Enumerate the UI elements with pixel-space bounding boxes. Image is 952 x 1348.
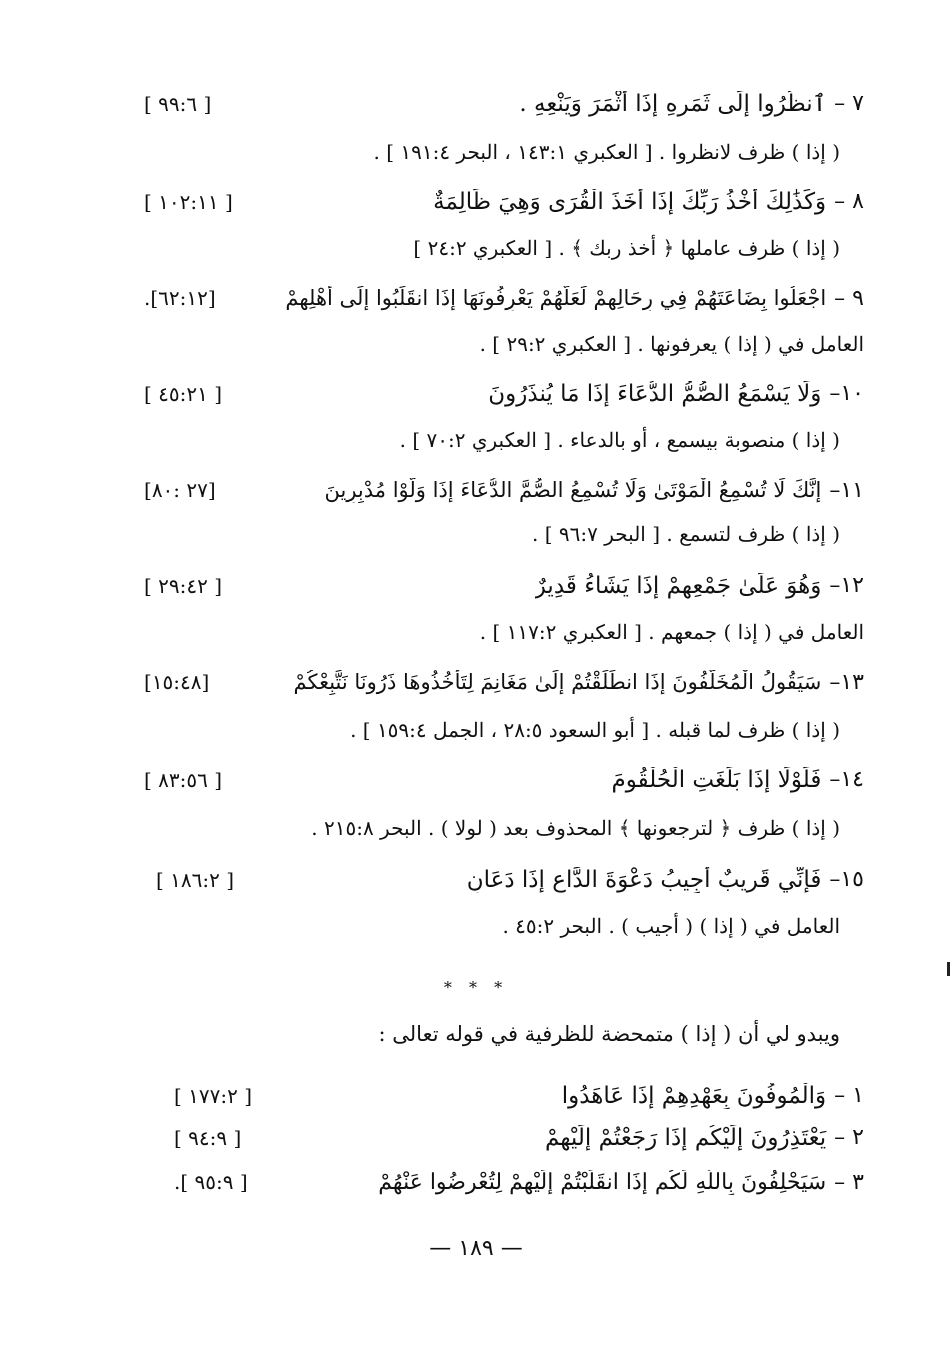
grammar-note: ( إذا ) ظرف لتسمع . [ البحر ٩٦:٧ ] . [532, 522, 840, 546]
verse-text: فَإِنِّي قَرِيبٌ أُجِيبُ دَعْوَةَ الدَّاعِ إِذَا دَعَانِ [466, 867, 822, 893]
entry-number: ٢ – [834, 1125, 864, 1150]
verse-reference: [ ٩٤:٩ ] [174, 1126, 242, 1150]
entry-14-verse-line [140, 758, 864, 802]
section-separator: * * * [443, 978, 509, 997]
entry-9-note-line [140, 322, 864, 366]
grammar-note: ( إذا ) ظرف لما قبله . [ أبو السعود ٢٨:٥ ، الجمل ١٥٩:٤ ] . [350, 718, 840, 742]
page-number: — ١٨٩ — [429, 1236, 523, 1261]
list-item-1-verse [562, 1083, 864, 1109]
verse-text: ٱنظُرُوا إِلَى ثَمَرِهِ إِذَا أَثْمَرَ وَيَنْعِهِ . [519, 91, 827, 117]
entry-number: ١٣– [829, 669, 864, 695]
entry-14-note-line [140, 806, 840, 850]
verse-reference: [١٥:٤٨] [144, 670, 210, 694]
entry-10-note-line [140, 418, 840, 462]
verse-reference: [ ١٠٢:١١ ] [144, 190, 233, 214]
verse-text: وَكَذَٰلِكَ أَخْذُ رَبِّكَ إِذَا أَخَذَ الْقُرَى وَهِيَ ظَالِمَةٌ [433, 189, 827, 215]
verse-reference: [٢٧ :٨٠] [144, 478, 216, 502]
entry-9-verse-line [140, 276, 864, 320]
entry-15-verse [467, 867, 864, 893]
grammar-note: العامل في ( إذا ) يعرفونها . [ العكبري ٢٩:٢ ] . [479, 332, 864, 356]
list-item-1 [170, 1074, 864, 1118]
entry-number: ١٤– [829, 767, 864, 792]
entry-7-verse-line [140, 82, 864, 126]
entry-13-verse-line [140, 660, 864, 704]
entry-number: ٧ – [834, 91, 864, 116]
verse-reference: [ ٤٥:٢١ ] [144, 382, 223, 406]
entry-number: ١ – [834, 1083, 864, 1108]
entry-number: ١٥– [829, 867, 864, 892]
verse-reference: [ ٩٥:٩ ]. [174, 1170, 248, 1194]
entry-13-note-line [140, 708, 840, 752]
verse-text: وَلَا يَسْمَعُ الصُّمُّ الدُّعَاءَ إِذَا مَا يُنذَرُونَ [488, 381, 822, 407]
entry-14-verse [611, 767, 864, 793]
entry-8-verse [433, 189, 864, 215]
list-item-3 [170, 1160, 864, 1204]
entry-9-verse [285, 286, 864, 311]
entry-12-verse-line [140, 564, 864, 608]
verse-text: وَهُوَ عَلَىٰ جَمْعِهِمْ إِذَا يَشَاءُ قَدِيرٌ [534, 573, 822, 599]
entry-7-note-line [140, 130, 840, 174]
verse-reference: [ ٢٩:٤٢ ] [144, 574, 223, 598]
grammar-note: ( إذا ) ظرف لانظروا . [ العكبري ١٤٣:١ ، البحر ١٩١:٤ ] . [373, 140, 840, 164]
verse-reference: [ ١٨٦:٢ ] [156, 868, 235, 892]
verse-text: فَلَوْلَا إِذَا بَلَغَتِ الْحُلْقُومَ [611, 767, 822, 793]
verse-reference: [ ١٧٧:٢ ] [174, 1084, 253, 1108]
entry-12-verse [535, 573, 864, 599]
entry-10-verse [488, 381, 864, 407]
intro-paragraph: ويبدو لي أن ( إذا ) متمحضة للظرفية في قوله تعالى : [378, 1022, 840, 1046]
verse-text: إِنَّكَ لَا تُسْمِعُ الْمَوْتَىٰ وَلَا تُسْمِعُ الصُّمَّ الدُّعَاءَ إِذَا وَلَّوْا مُدْبِرِينَ [324, 477, 822, 502]
entry-8-verse-line [140, 180, 864, 224]
entry-number: ٣ – [834, 1169, 864, 1195]
entry-7-verse [519, 91, 864, 117]
list-item-3-verse [378, 1170, 864, 1195]
page-edge-mark [947, 962, 950, 976]
grammar-note: ( إذا ) منصوبة بيسمع ، أو بالدعاء . [ العكبري ٧٠:٢ ] . [399, 428, 840, 452]
entry-number: ٩ – [834, 285, 864, 311]
entry-number: ١٠– [829, 381, 864, 406]
entry-15-note-line [140, 904, 840, 948]
list-item-2-verse [545, 1125, 864, 1151]
entry-8-note-line [140, 226, 840, 270]
verse-text: وَالْمُوفُونَ بِعَهْدِهِمْ إِذَا عَاهَدُوا [561, 1083, 827, 1109]
entry-10-verse-line [140, 372, 864, 416]
verse-text: سَيَحْلِفُونَ بِاللَّهِ لَكُم إِذَا انقَلَبْتُمْ إِلَيْهِمْ لِتُعْرِضُوا عَنْهُمْ [378, 1169, 827, 1195]
entry-13-verse [294, 670, 864, 695]
entry-number: ٨ – [834, 189, 864, 214]
list-item-2 [170, 1116, 864, 1160]
grammar-note: العامل في ( إذا ) ( أجيب ) . البحر ٤٥:٢ . [502, 914, 840, 938]
verse-text: يَعْتَذِرُونَ إِلَيْكُم إِذَا رَجَعْتُمْ إِلَيْهِمْ [545, 1125, 827, 1151]
entry-12-note-line [140, 610, 864, 654]
verse-text: سَيَقُولُ الْمُخَلَّفُونَ إِذَا انطَلَقْتُمْ إِلَىٰ مَغَانِمَ لِتَأْخُذُوهَا ذَرُونَا نَتَّبِعْكُمْ [293, 669, 822, 694]
grammar-note: ( إذا ) ظرف عاملها ﴿ أخذ ربك ﴾ . [ العكبري ٢٤:٢ ] [413, 236, 840, 260]
entry-number: ١٢– [829, 573, 864, 598]
entry-15-verse-line [152, 858, 864, 902]
verse-reference: [٦٢:١٢]. [144, 286, 216, 310]
grammar-note: ( إذا ) ظرف ﴿ لترجعونها ﴾ المحذوف بعد ( لولا ) . البحر ٢١٥:٨ . [311, 816, 840, 840]
entry-11-verse [325, 478, 864, 503]
entry-11-verse-line [140, 468, 864, 512]
verse-reference: [ ٨٣:٥٦ ] [144, 768, 223, 792]
verse-text: اجْعَلُوا بِضَاعَتَهُمْ فِي رِحَالِهِمْ لَعَلَّهُمْ يَعْرِفُونَهَا إِذَا انقَلَبُوا إِلَى أَهْلِهِمْ [285, 285, 827, 310]
grammar-note: العامل في ( إذا ) جمعهم . [ العكبري ١١٧:٢ ] . [479, 620, 864, 644]
entry-number: ١١– [829, 477, 864, 503]
verse-reference: [ ٩٩:٦ ] [144, 92, 212, 116]
entry-11-note-line [140, 512, 840, 556]
